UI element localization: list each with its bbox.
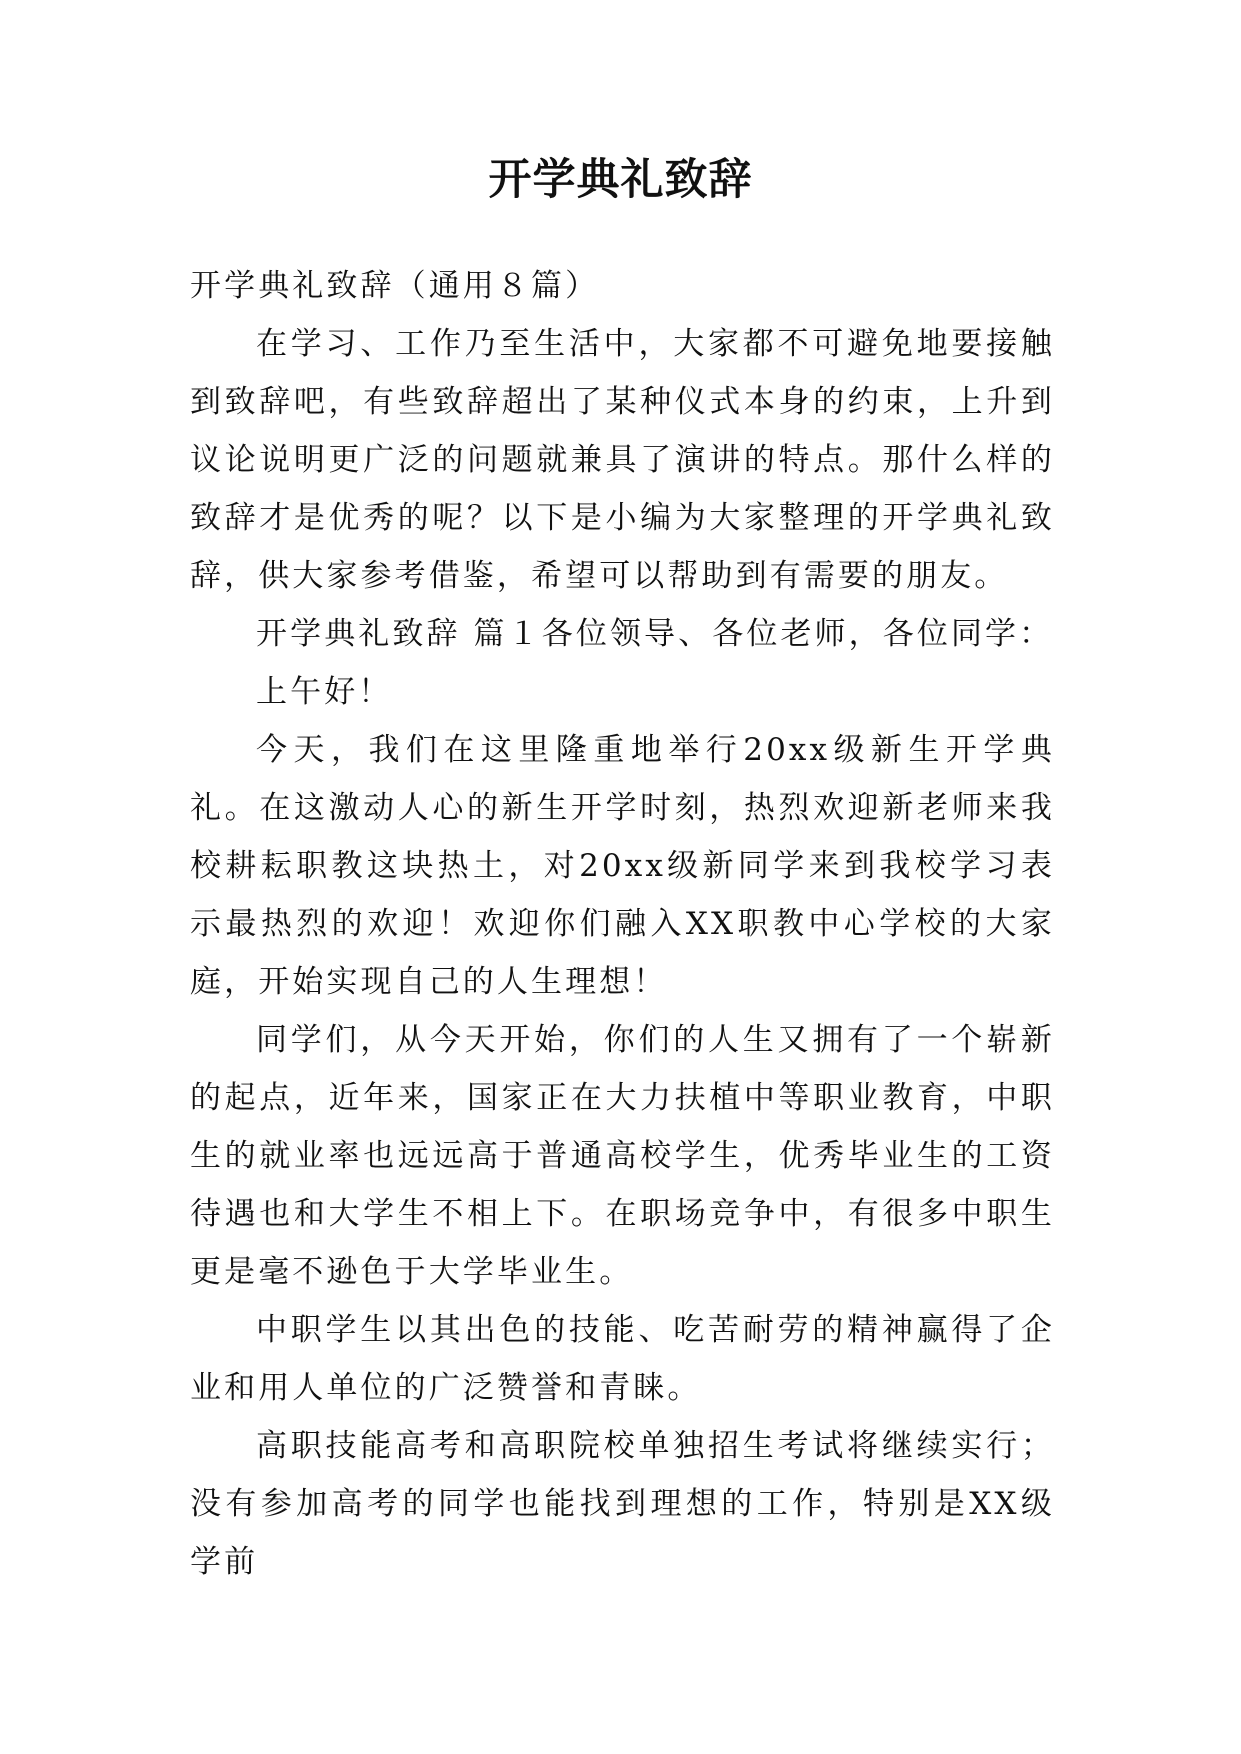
paragraph: 开学典礼致辞 篇１各位领导、各位老师，各位同学：: [256, 616, 1054, 652]
document-body: [190, 257, 1055, 1591]
paragraph: 在学习、工作乃至生活中，大家都不可避免地要接触到致辞吧，有些致辞超出了某种仪式本身的约束，上升到议论说明更广泛的问题就兼具了演讲的特点。那什么样的致辞才是优秀的呢？以下是小编为大家整理的开学典礼致辞，供大家参考借鉴，希望可以帮助到有需要的朋友。: [190, 326, 1055, 594]
paragraph: 高职技能高考和高职院校单独招生考试将继续实行；没有参加高考的同学也能找到理想的工作，特别是XX级学前: [190, 1428, 1055, 1580]
paragraph: 今天，我们在这里隆重地举行20xx级新生开学典礼。在这激动人心的新生开学时刻，热烈欢迎新老师来我校耕耘职教这块热土，对20xx级新同学来到我校学习表示最热烈的欢迎！欢迎你们融入XX职教中心学校的大家庭，开始实现自己的人生理想！: [190, 732, 1055, 1000]
document-title: 开学典礼致辞: [488, 155, 753, 205]
paragraph: 开学典礼致辞（通用８篇）: [190, 268, 600, 304]
paragraph: 中职学生以其出色的技能、吃苦耐劳的精神赢得了企业和用人单位的广泛赞誉和青睐。: [190, 1312, 1055, 1406]
paragraph: 同学们，从今天开始，你们的人生又拥有了一个崭新的起点，近年来，国家正在大力扶植中等职业教育，中职生的就业率也远远高于普通高校学生，优秀毕业生的工资待遇也和大学生不相上下。在职场竞争中，有很多中职生更是毫不逊色于大学毕业生。: [190, 1022, 1055, 1290]
paragraph: 上午好！: [256, 674, 393, 710]
